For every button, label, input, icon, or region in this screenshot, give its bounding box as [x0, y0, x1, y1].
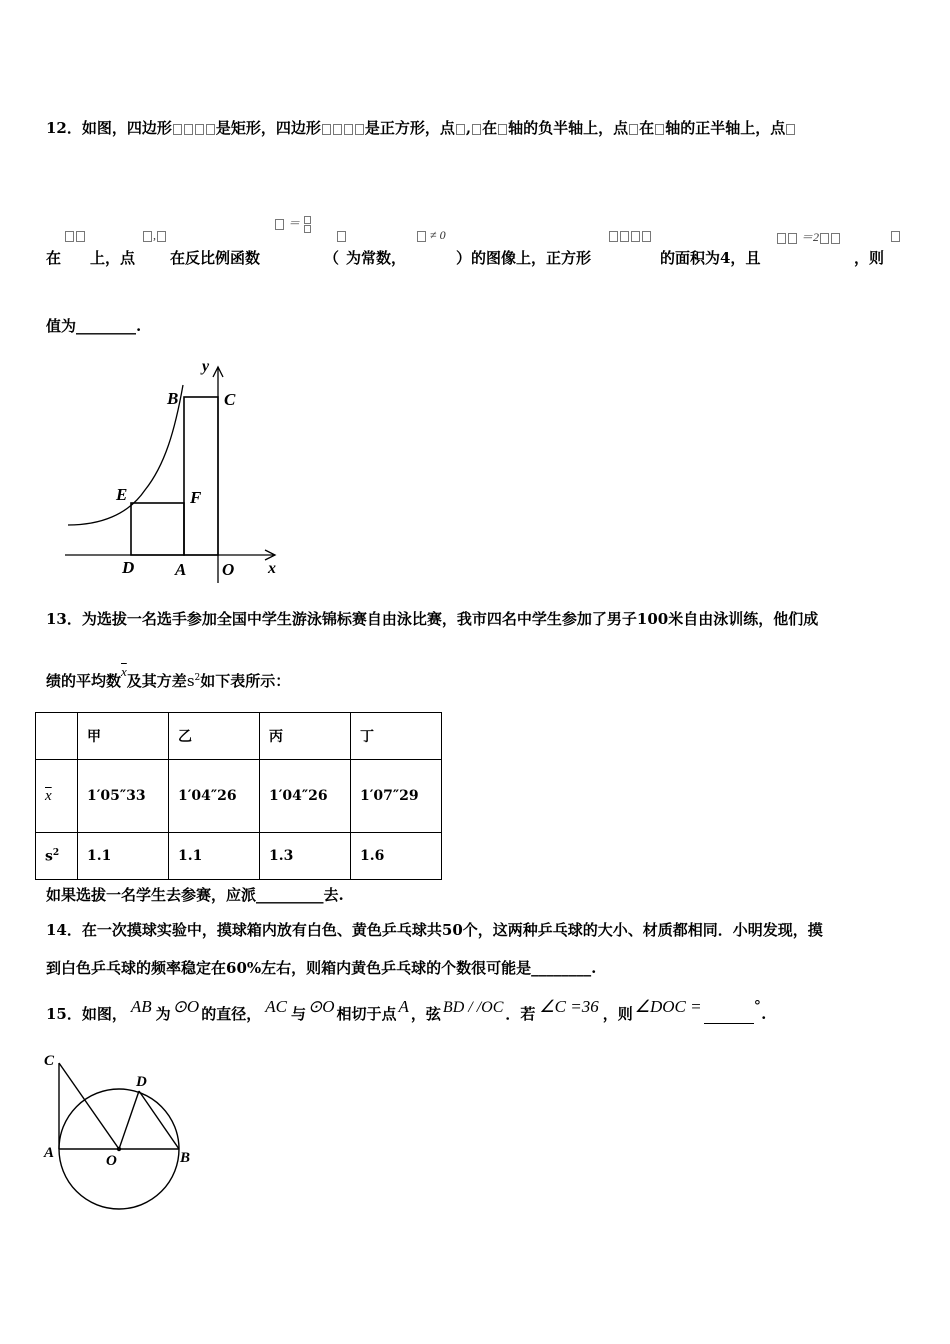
table-row: 甲 乙 丙 丁: [36, 713, 442, 760]
label-a: A: [175, 560, 187, 579]
square-adef: [131, 503, 184, 555]
table-row: $\overline{x}$ 1′05″33 1′04″26 1′04″26 1′07″29: [36, 760, 442, 833]
label-e: E: [116, 485, 128, 504]
label-a: A: [44, 1145, 55, 1161]
label-f: F: [190, 488, 202, 507]
q13-line2: 绩的平均数$\overline{x}$及其方差$s^2$如下表所示：: [46, 664, 291, 690]
label-o: O: [106, 1153, 117, 1169]
label-c: C: [44, 1053, 55, 1069]
center-dot: [117, 1147, 121, 1151]
placeholder-icon: [322, 124, 331, 135]
placeholder-icon: [786, 124, 795, 135]
q15-figure: [40, 1048, 200, 1218]
segment-od: [119, 1091, 139, 1149]
label-c: C: [224, 390, 236, 409]
label-y: y: [202, 358, 210, 375]
label-x: x: [268, 560, 276, 577]
mean-symbol: $\overline{x}$: [121, 664, 127, 679]
q12-line2: 在 上，点 在反比例函数 （ 为常数， ）的图像上，正方形 的面积为4，且 ，则: [46, 249, 885, 267]
placeholder-icon: [333, 124, 342, 135]
hyperbola-curve: [68, 385, 183, 525]
q12-figure: [60, 355, 285, 585]
rectangle-abco: [184, 397, 218, 555]
placeholder-icon: [184, 124, 193, 135]
chord-bd: [139, 1091, 179, 1149]
q15-line: 15．如图， AB 为 ⊙O 的直径， AC 与 ⊙O 相切于点 A ，弦 BD / /OC ．若 ∠C =36 ，则 ∠DOC = °.: [46, 997, 767, 1023]
placeholder-icon: [456, 124, 465, 135]
placeholder-icon: [344, 124, 353, 135]
placeholder-icon: [498, 124, 507, 135]
label-o: O: [222, 560, 235, 579]
placeholder-icon: [173, 124, 182, 135]
placeholder-icon: [472, 124, 481, 135]
segment-co: [59, 1063, 119, 1149]
q13-answer: 如果选拔一名学生去参赛，应派_________去.: [46, 886, 344, 904]
label-b: B: [167, 389, 179, 408]
placeholder-icon: [629, 124, 638, 135]
results-table: [35, 712, 442, 880]
q12-line1: 12．如图，四边形 是矩形，四边形 是正方形，点 , 在 轴的负半轴上，点 在 轴的正半轴上，点: [46, 117, 796, 138]
label-b: B: [180, 1150, 191, 1166]
q13-line1: 13．为选拔一名选手参加全国中学生游泳锦标赛自由泳比赛，我市四名中学生参加了男子100米自由泳训练，他们成: [46, 610, 819, 628]
label-d: D: [136, 1074, 147, 1090]
placeholder-icon: [195, 124, 204, 135]
q14-line1: 14．在一次摸球实验中，摸球箱内放有白色、黄色乒乓球共50个，这两种乒乓球的大小、材质都相同．小明发现，摸: [46, 921, 823, 939]
placeholder-icon: [655, 124, 664, 135]
label-d: D: [122, 558, 135, 577]
q12-line3: 值为________.: [46, 317, 142, 335]
placeholder-icon: [206, 124, 215, 135]
table-row: $s^2$ 1.1 1.1 1.3 1.6: [36, 833, 442, 880]
placeholder-icon: [355, 124, 364, 135]
q12-line2-superscripts: , ＝ ≠ 0 ＝2: [46, 212, 926, 242]
q14-line2: 到白色乒乓球的频率稳定在60%左右，则箱内黄色乒乓球的个数很可能是________.: [46, 959, 597, 977]
answer-blank: [704, 1007, 754, 1024]
